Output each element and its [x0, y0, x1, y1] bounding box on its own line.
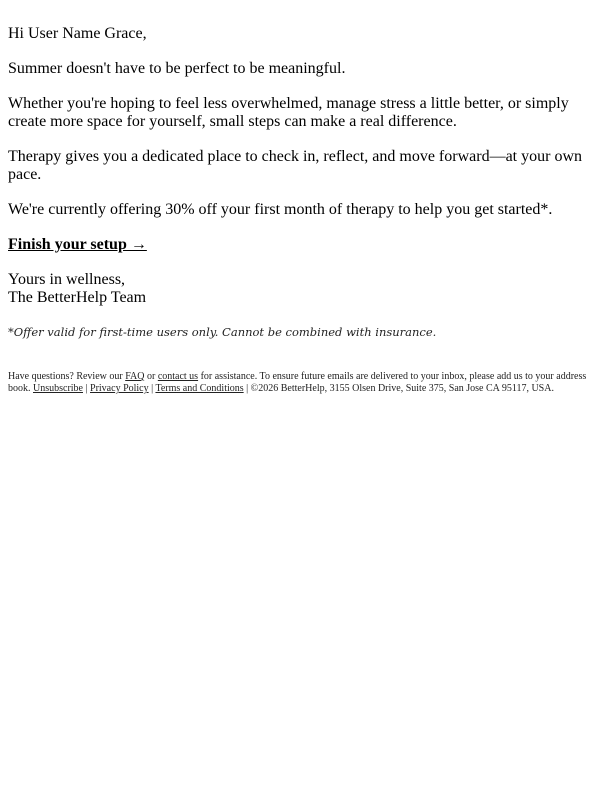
email-body	[0, 0, 600, 395]
paragraph-small-steps: Whether you're hoping to feel less overwhelmed, manage stress a little better, or simply create more space for yourself, small steps can make a real difference.	[8, 95, 569, 130]
contact-us-link[interactable]: contact us	[157, 371, 199, 382]
unsubscribe-link[interactable]: Unsubscribe	[33, 383, 83, 394]
cta-container	[8, 236, 592, 254]
footer-text-3: for assistance. To ensure future emails are delivered to your inbox, please add us to your address book.	[8, 371, 587, 394]
offer-disclaimer: *Offer valid for first-time users only. Cannot be combined with insurance.	[8, 325, 437, 339]
terms-link[interactable]: Terms and Conditions	[155, 383, 244, 394]
signoff-line-2: The BetterHelp Team	[8, 289, 147, 306]
footer-text-2: or	[144, 371, 158, 382]
finish-setup-link[interactable]: Finish your setup →	[8, 236, 147, 253]
paragraph-offer: We're currently offering 30% off your first month of therapy to help you get started*.	[8, 201, 553, 218]
signoff-line-1: Yours in wellness,	[8, 271, 126, 288]
footer-text-1: Have questions? Review our	[8, 371, 126, 382]
footer-copyright: | ©2026 BetterHelp, 3155 Olsen Drive, Suite 375, San Jose CA 95117, USA.	[243, 383, 554, 394]
paragraph-therapy: Therapy gives you a dedicated place to check in, reflect, and move forward—at your own pace.	[8, 148, 582, 183]
footer-separator: |	[83, 383, 91, 394]
faq-link[interactable]: FAQ	[125, 371, 145, 382]
privacy-policy-link[interactable]: Privacy Policy	[90, 383, 149, 394]
paragraph-intro: Summer doesn't have to be perfect to be meaningful.	[8, 60, 346, 77]
greeting: Hi User Name Grace,	[8, 25, 147, 42]
footer	[8, 371, 592, 395]
footer-separator: |	[148, 383, 156, 394]
signoff	[8, 271, 592, 307]
